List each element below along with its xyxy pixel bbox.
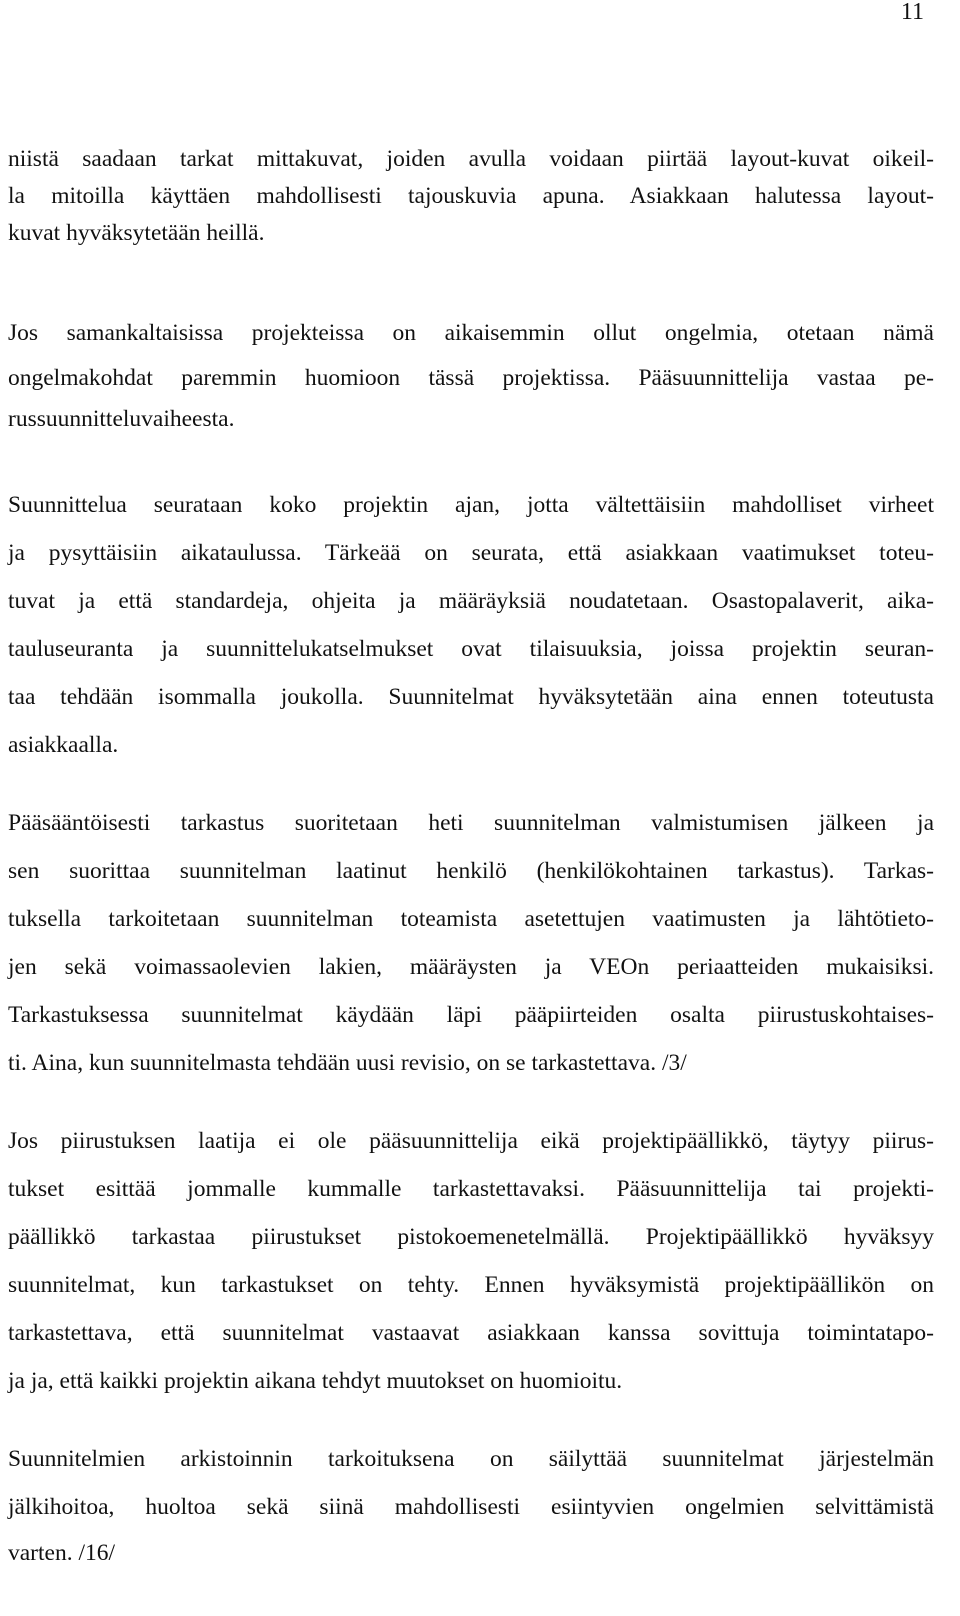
paragraph-4	[8, 810, 934, 1076]
text-line: tukset esittää jommalle kummalle tarkastettavaksi. Pääsuunnittelija tai projekti-	[8, 1176, 934, 1202]
text-line: ti. Aina, kun suunnitelmasta tehdään uusi revisio, on se tarkastettava. /3/	[8, 1050, 687, 1076]
text-line: tauluseuranta ja suunnittelukatselmukset ovat tilaisuuksia, joissa projektin seuran-	[8, 636, 934, 662]
text-line: tuksella tarkoitetaan suunnitelman toteamista asetettujen vaatimusten ja lähtötieto-	[8, 906, 934, 932]
text-line: kuvat hyväksytetään heillä.	[8, 220, 265, 246]
text-line: varten. /16/	[8, 1540, 116, 1566]
text-line: Jos samankaltaisissa projekteissa on aikaisemmin ollut ongelmia, otetaan nämä	[8, 320, 934, 346]
text-line: Suunnitelmien arkistoinnin tarkoituksena on säilyttää suunnitelmat järjestelmän	[8, 1446, 934, 1472]
text-line: tarkastettava, että suunnitelmat vastaavat asiakkaan kanssa sovittuja toimintatapo-	[8, 1320, 934, 1346]
text-line: Pääsääntöisesti tarkastus suoritetaan heti suunnitelman valmistumisen jälkeen ja	[8, 810, 934, 836]
text-line: Jos piirustuksen laatija ei ole pääsuunnittelija eikä projektipäällikkö, täytyy piirus-	[8, 1128, 934, 1154]
paragraph-6	[8, 1446, 934, 1566]
text-line: päällikkö tarkastaa piirustukset pistokoemenetelmällä. Projektipäällikkö hyväksyy	[8, 1224, 934, 1250]
text-line: taa tehdään isommalla joukolla. Suunnitelmat hyväksytetään aina ennen toteutusta	[8, 684, 934, 710]
page-number: 11	[900, 0, 924, 25]
text-line: jen sekä voimassaolevien lakien, määräysten ja VEOn periaatteiden mukaisiksi.	[8, 954, 934, 980]
text-line: tuvat ja että standardeja, ohjeita ja määräyksiä noudatetaan. Osastopalaverit, aika-	[8, 588, 934, 614]
text-line: russuunnitteluvaiheesta.	[8, 406, 235, 432]
paragraph-2	[8, 320, 934, 432]
paragraph-3	[8, 492, 934, 758]
text-line: Suunnittelua seurataan koko projektin ajan, jotta vältettäisiin mahdolliset virheet	[8, 492, 934, 518]
paragraph-1	[8, 146, 934, 246]
text-line: asiakkaalla.	[8, 732, 119, 758]
paragraph-5	[8, 1128, 934, 1394]
text-line: Tarkastuksessa suunnitelmat käydään läpi pääpiirteiden osalta piirustuskohtaises-	[8, 1002, 934, 1028]
text-line: niistä saadaan tarkat mittakuvat, joiden avulla voidaan piirtää layout-kuvat oikeil-	[8, 146, 934, 172]
text-line: ongelmakohdat paremmin huomioon tässä projektissa. Pääsuunnittelija vastaa pe-	[8, 365, 934, 391]
text-line: jälkihoitoa, huoltoa sekä siinä mahdollisesti esiintyvien ongelmien selvittämistä	[8, 1494, 934, 1520]
text-line: ja pysyttäisiin aikataulussa. Tärkeää on seurata, että asiakkaan vaatimukset toteu-	[8, 540, 934, 566]
text-line: la mitoilla käyttäen mahdollisesti tajouskuvia apuna. Asiakkaan halutessa layout-	[8, 183, 934, 209]
text-line: ja ja, että kaikki projektin aikana tehdyt muutokset on huomioitu.	[8, 1368, 623, 1394]
text-line: sen suorittaa suunnitelman laatinut henkilö (henkilökohtainen tarkastus). Tarkas-	[8, 858, 934, 884]
text-line: suunnitelmat, kun tarkastukset on tehty. Ennen hyväksymistä projektipäällikön on	[8, 1272, 934, 1298]
